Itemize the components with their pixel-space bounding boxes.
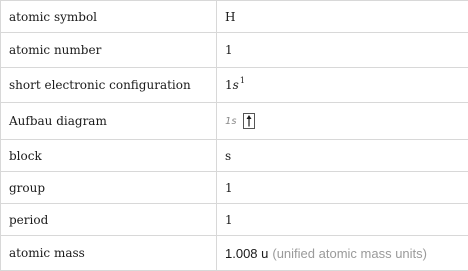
atomic-mass-value bbox=[217, 236, 468, 271]
config-shell-number: 1 bbox=[225, 78, 233, 92]
aufbau-diagram bbox=[217, 103, 468, 140]
row-value: H bbox=[217, 1, 468, 33]
row-label: atomic number bbox=[1, 33, 217, 68]
config-subshell-letter: s bbox=[233, 78, 239, 92]
table-row bbox=[1, 1, 468, 33]
row-label: short electronic configuration bbox=[1, 68, 217, 103]
table-row bbox=[1, 204, 468, 236]
row-label: atomic symbol bbox=[1, 1, 217, 33]
row-label: atomic mass bbox=[1, 236, 217, 271]
orbital-box bbox=[243, 113, 255, 129]
row-label: block bbox=[1, 140, 217, 172]
config-electron-count: 1 bbox=[240, 76, 245, 85]
table-row bbox=[1, 140, 468, 172]
row-value: 1 bbox=[217, 33, 468, 68]
table-row bbox=[1, 103, 468, 140]
row-value: s bbox=[217, 140, 468, 172]
row-label: Aufbau diagram bbox=[1, 103, 217, 140]
mass-unit-description: (unified atomic mass units) bbox=[272, 246, 427, 261]
orbital-label: 1s bbox=[225, 116, 237, 127]
row-label: period bbox=[1, 204, 217, 236]
electron-configuration-value bbox=[217, 68, 468, 103]
table-row bbox=[1, 172, 468, 204]
table-row bbox=[1, 33, 468, 68]
table-row bbox=[1, 236, 468, 271]
row-value: 1 bbox=[217, 172, 468, 204]
mass-number: 1.008 u bbox=[225, 246, 268, 261]
up-arrow-icon bbox=[246, 115, 252, 127]
row-label: group bbox=[1, 172, 217, 204]
table-row bbox=[1, 68, 468, 103]
aufbau-orbital bbox=[225, 113, 255, 129]
row-value: 1 bbox=[217, 204, 468, 236]
